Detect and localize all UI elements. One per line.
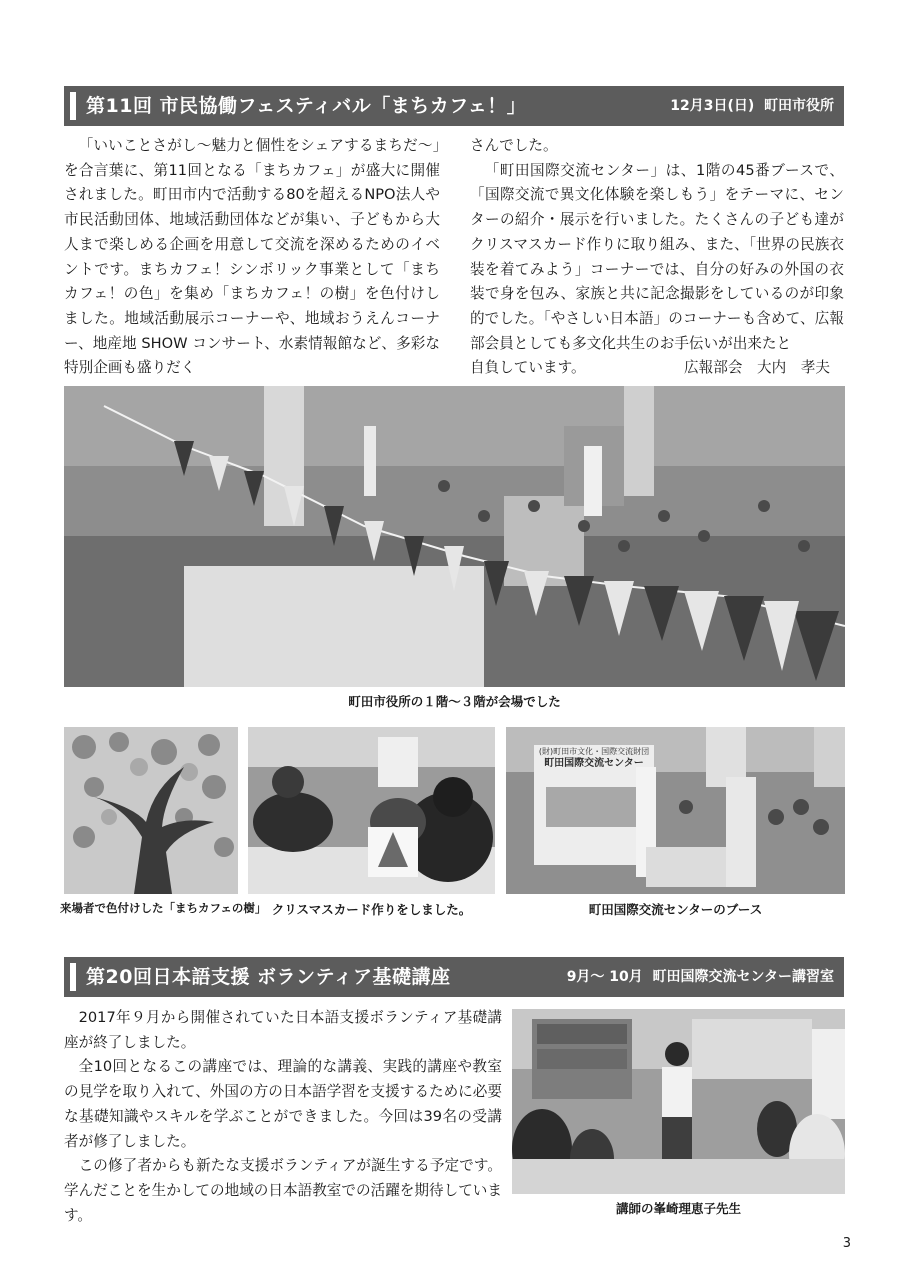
photo-center-booth-caption: 町田国際交流センターのブース — [588, 902, 763, 917]
section1-left-text: 「いいことさがし〜魅力と個性をシェアするまちだ〜」を合言葉に、第11回となる「まちカフェ」が盛大に開催されました。町田市内で活動する80を超えるNPO法人や市民活動団体、地域活動団体などが集い、子どもから大人まで楽しめる企画を用意して交流を深めるためのイベントです。まちカフェ！シンボリック事業として「まちカフェ！の色」を集め「まちカフェ！の樹」を色付けしました。地域活動展示コーナーや、地域おうえんコーナー、地産地 SHOW コンサート、水素情報館など、多彩な特別企画も盛りだく — [64, 137, 440, 377]
section1-venue: 町田市役所 — [764, 98, 834, 114]
section2-venue: 町田国際交流センター講習室 — [652, 969, 834, 985]
header-accent-bar — [70, 963, 76, 991]
booth-sign — [536, 747, 652, 769]
photo-lecturer-caption: 講師の峯崎理恵子先生 — [615, 1201, 741, 1216]
section1-header — [64, 86, 844, 126]
photo-machicafe-tree — [64, 727, 238, 894]
section1-left-column — [64, 134, 440, 381]
section1-date: 12月3日(日) — [670, 98, 755, 114]
section1-right-last: 自負しています。 — [470, 359, 586, 377]
festival-hall-illustration — [64, 386, 845, 687]
photo-christmas-card — [248, 727, 495, 894]
section1-right-p2: 「町田国際交流センター」は、1階の45番ブースで、「国際交流で異文化体験を楽しもう」をテーマに、センターの紹介・展示を行いました。たくさんの子ども達がクリスマスカード作りに取り組み、また、「世界の民族衣装を着てみよう」コーナーでは、自分の好みの外国の衣装で身を包み、家族と共に記念撮影をしているのが印象的でした。「やさしい日本語」のコーナーも含めて、広報部会員としても多文化共生のお手伝いが出来たと — [470, 161, 844, 352]
christmas-card-illustration — [248, 727, 495, 894]
booth-sign-title: 町田国際交流センター — [544, 758, 644, 769]
section1-date-venue — [670, 86, 834, 126]
section2-header — [64, 957, 844, 997]
lecturer-illustration — [512, 1009, 845, 1194]
section2-p1: 2017年９月から開催されていた日本語支援ボランティア基礎講座が終了しました。 — [64, 1009, 502, 1051]
photo-lecturer — [512, 1009, 845, 1194]
section1-signature-line — [470, 356, 844, 381]
section2-p3: この修了者からも新たな支援ボランティアが誕生する予定です。学んだことを生かしての地域の日本語教室での活躍を期待しています。 — [64, 1157, 502, 1224]
photo-festival-hall-caption: 町田市役所の１階〜３階が会場でした — [348, 694, 561, 709]
header-accent-bar — [70, 92, 76, 120]
tree-illustration — [64, 727, 238, 894]
photo-christmas-card-caption: クリスマスカード作りをしました。 — [271, 902, 472, 917]
photo-center-booth — [506, 727, 845, 894]
section2-date: 9月〜 10月 — [566, 969, 643, 985]
section2-text — [64, 1006, 502, 1228]
booth-sign-sub: (財)町田市文化・国際交流財団 — [538, 747, 650, 756]
section2-p2: 全10回となるこの講座では、理論的な講義、実践的講座や教室の見学を取り入れて、外国の方の日本語学習を支援するために必要な基礎知識やスキルを学ぶことができました。今回は39名の受講者が修了しました。 — [64, 1058, 502, 1150]
section2-date-venue — [567, 957, 834, 997]
section1-right-column — [470, 134, 844, 381]
photo-machicafe-tree-caption: 来場者で色付けした「まちカフェの樹」 — [60, 901, 267, 915]
photo-festival-hall — [64, 386, 845, 687]
section2-title: 第20回日本語支援 ボランティア基礎講座 — [86, 966, 451, 988]
section1-right-p1: さんでした。 — [470, 137, 558, 154]
section1-signature: 広報部会 大内 孝夫 — [684, 359, 830, 377]
page-number: 3 — [842, 1236, 851, 1251]
section1-title: 第11回 市民協働フェスティバル「まちカフェ！」 — [86, 95, 527, 117]
